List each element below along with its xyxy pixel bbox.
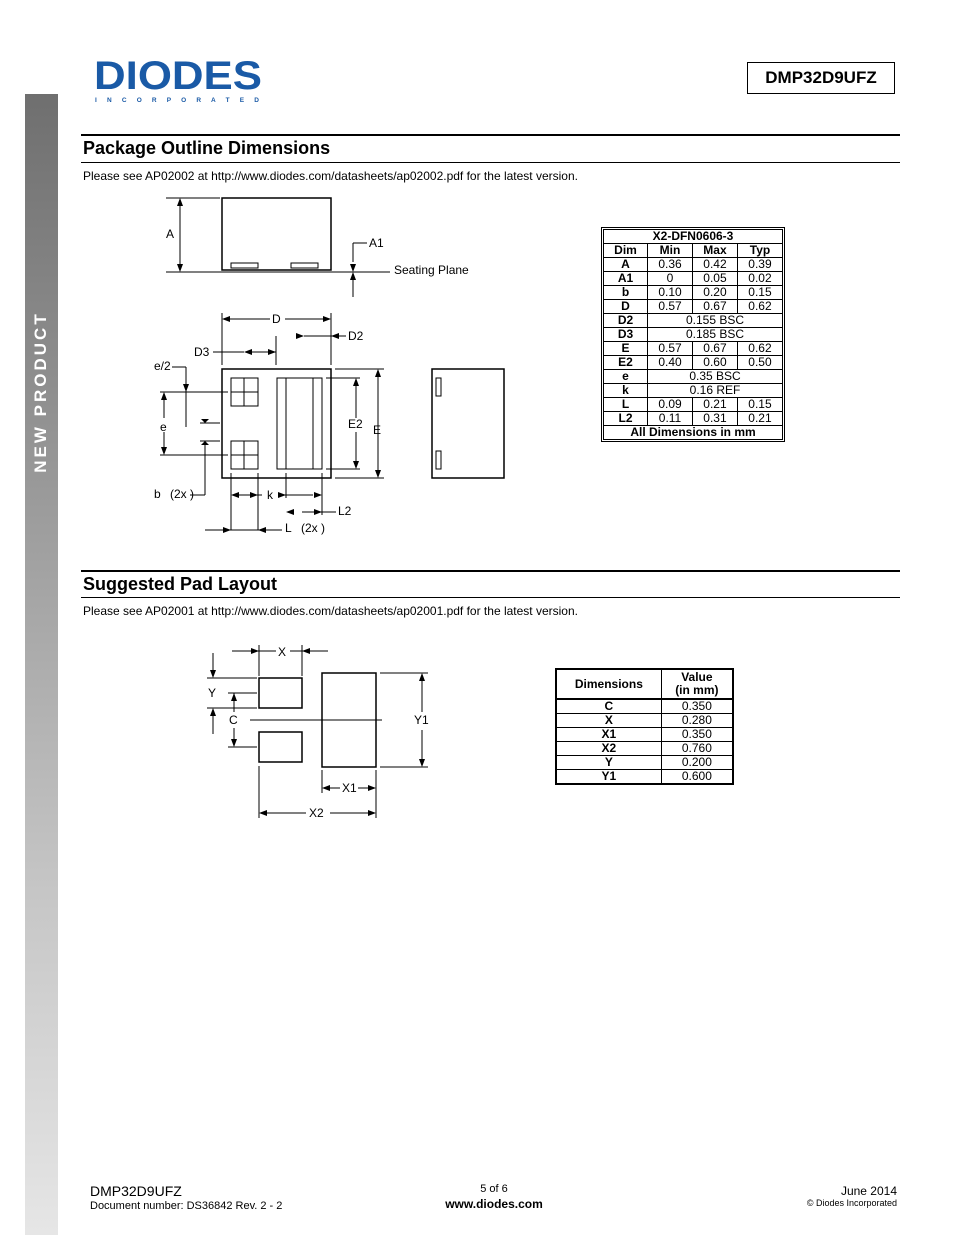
top-view-pad-2 xyxy=(231,441,258,469)
table-cell: 0.62 xyxy=(737,300,782,314)
footer-date: June 2014 xyxy=(840,1184,897,1198)
outline-note: Please see AP02002 at http://www.diodes.com/datasheets/ap02002.pdf for the latest version. xyxy=(83,169,578,183)
table-cell: 0.42 xyxy=(692,258,737,272)
table-cell: k xyxy=(604,384,648,398)
table-cell: Y1 xyxy=(556,770,661,785)
table-cell: 0.67 xyxy=(692,342,737,356)
table-header-row xyxy=(604,244,783,258)
label-Y: Y xyxy=(208,686,217,700)
table-cell: L2 xyxy=(604,412,648,426)
label-E2: E2 xyxy=(348,417,363,431)
table-row xyxy=(556,714,733,728)
pad-dimensions-table xyxy=(555,668,734,785)
section-title-pad: Suggested Pad Layout xyxy=(83,574,278,594)
header-dimensions: Dimensions xyxy=(556,669,661,699)
label-C: C xyxy=(229,713,238,727)
table-cell: 0.600 xyxy=(661,770,733,785)
table-footer: All Dimensions in mm xyxy=(604,426,783,440)
table-row xyxy=(604,342,783,356)
table-cell: 0.62 xyxy=(737,342,782,356)
table-row xyxy=(556,756,733,770)
table-cell: 0.40 xyxy=(648,356,693,370)
table-row xyxy=(604,300,783,314)
label-X1: X1 xyxy=(342,781,357,795)
table-cell: 0.185 BSC xyxy=(648,328,783,342)
table-footer-row xyxy=(604,426,783,440)
sidebar-label: NEW PRODUCT xyxy=(31,311,50,473)
label-D: D xyxy=(272,312,281,326)
table-cell: D3 xyxy=(604,328,648,342)
label-e-half: e/2 xyxy=(154,359,171,373)
table-cell: 0.20 xyxy=(692,286,737,300)
label-E: E xyxy=(373,423,382,437)
header-typ: Typ xyxy=(737,244,782,258)
label-L2: L2 xyxy=(338,504,352,518)
table-cell: A xyxy=(604,258,648,272)
pad-note: Please see AP02001 at http://www.diodes.com/datasheets/ap02001.pdf for the latest version. xyxy=(83,604,578,618)
table-cell: X xyxy=(556,714,661,728)
table-cell: 0.155 BSC xyxy=(648,314,783,328)
label-seating-plane: Seating Plane xyxy=(394,263,469,277)
label-D3: D3 xyxy=(194,345,210,359)
label-k: k xyxy=(267,488,273,502)
top-view-pad-1 xyxy=(231,378,258,406)
top-view-body xyxy=(222,369,331,478)
section-rule-top xyxy=(81,134,900,136)
table-cell: 0.21 xyxy=(737,412,782,426)
end-view-body xyxy=(432,369,504,478)
label-L: L xyxy=(285,521,292,535)
sidebar-band xyxy=(25,94,58,1235)
table-row xyxy=(604,286,783,300)
top-view-pad-3 xyxy=(277,378,322,469)
table-row xyxy=(604,398,783,412)
table-cell: 0.57 xyxy=(648,342,693,356)
label-e: e xyxy=(160,420,167,434)
table-row xyxy=(604,328,783,342)
label-L-2x: (2x ) xyxy=(301,521,325,535)
table-row xyxy=(604,412,783,426)
table-cell: E2 xyxy=(604,356,648,370)
section-rule-top xyxy=(81,570,900,572)
footer-page: 5 of 6 xyxy=(480,1183,508,1195)
label-D2: D2 xyxy=(348,329,364,343)
table-row xyxy=(604,272,783,286)
table-cell: L xyxy=(604,398,648,412)
table-row xyxy=(604,370,783,384)
footer-doc-number: Document number: DS36842 Rev. 2 - 2 xyxy=(90,1200,283,1212)
table-cell: 0.15 xyxy=(737,398,782,412)
table-cell: 0.05 xyxy=(692,272,737,286)
table-cell: 0.60 xyxy=(692,356,737,370)
logo-wordmark: DIODES xyxy=(94,58,262,98)
footer-part: DMP32D9UFZ xyxy=(90,1183,182,1199)
table-cell: 0.35 BSC xyxy=(648,370,783,384)
section-title-outline: Package Outline Dimensions xyxy=(83,138,331,158)
label-X2: X2 xyxy=(309,806,324,820)
table-cell: 0.15 xyxy=(737,286,782,300)
pad-bottom xyxy=(259,732,302,762)
table-row xyxy=(556,770,733,785)
part-number-box: DMP32D9UFZ xyxy=(747,62,895,94)
table-cell: 0.10 xyxy=(648,286,693,300)
label-A: A xyxy=(166,227,175,241)
table-cell: 0.350 xyxy=(661,699,733,714)
table-cell: 0.39 xyxy=(737,258,782,272)
table-cell: 0.760 xyxy=(661,742,733,756)
table-cell: 0.09 xyxy=(648,398,693,412)
pad-top xyxy=(259,678,302,708)
table-cell: A1 xyxy=(604,272,648,286)
label-b-2x: (2x ) xyxy=(170,487,194,501)
pad-large xyxy=(322,673,376,767)
table-cell: 0.21 xyxy=(692,398,737,412)
table-row xyxy=(604,258,783,272)
table-cell: 0.280 xyxy=(661,714,733,728)
logo-subtext: I N C O R P O R A T E D xyxy=(95,97,259,104)
label-b: b xyxy=(154,487,161,501)
table-cell: 0.67 xyxy=(692,300,737,314)
header-dim: Dim xyxy=(604,244,648,258)
table-row xyxy=(556,728,733,742)
table-cell: 0 xyxy=(648,272,693,286)
table-cell: D xyxy=(604,300,648,314)
diodes-logo xyxy=(94,58,266,104)
table-cell: 0.350 xyxy=(661,728,733,742)
table-cell: E xyxy=(604,342,648,356)
footer-copyright: © Diodes Incorporated xyxy=(806,1198,897,1208)
table-row xyxy=(604,356,783,370)
side-view-pad-left xyxy=(231,263,258,268)
table-cell: 0.11 xyxy=(648,412,693,426)
table-cell: D2 xyxy=(604,314,648,328)
table-header-row xyxy=(556,669,733,699)
section-rule-bottom xyxy=(81,597,900,598)
table-cell: 0.02 xyxy=(737,272,782,286)
footer-website: www.diodes.com xyxy=(445,1197,543,1211)
table-row xyxy=(604,314,783,328)
table-cell: X1 xyxy=(556,728,661,742)
side-view-pad-right xyxy=(291,263,318,268)
outline-dimensions-table xyxy=(603,229,783,440)
table-cell: 0.16 REF xyxy=(648,384,783,398)
table-row xyxy=(556,742,733,756)
label-Y1: Y1 xyxy=(414,713,429,727)
table-cell: X2 xyxy=(556,742,661,756)
table-cell: 0.36 xyxy=(648,258,693,272)
header-min: Min xyxy=(648,244,693,258)
side-view-body xyxy=(222,198,331,270)
table-title-row xyxy=(604,230,783,244)
table-cell: 0.31 xyxy=(692,412,737,426)
section-rule-bottom xyxy=(81,162,900,163)
table-cell: C xyxy=(556,699,661,714)
table-title: X2-DFN0606-3 xyxy=(604,230,783,244)
table-cell: 0.57 xyxy=(648,300,693,314)
table-cell: 0.50 xyxy=(737,356,782,370)
table-cell: 0.200 xyxy=(661,756,733,770)
table-cell: Y xyxy=(556,756,661,770)
table-cell: e xyxy=(604,370,648,384)
label-X: X xyxy=(278,645,287,659)
label-A1: A1 xyxy=(369,236,384,250)
header-max: Max xyxy=(692,244,737,258)
table-row xyxy=(604,384,783,398)
table-row xyxy=(556,699,733,714)
table-cell: b xyxy=(604,286,648,300)
header-value: Value (in mm) xyxy=(661,669,733,699)
